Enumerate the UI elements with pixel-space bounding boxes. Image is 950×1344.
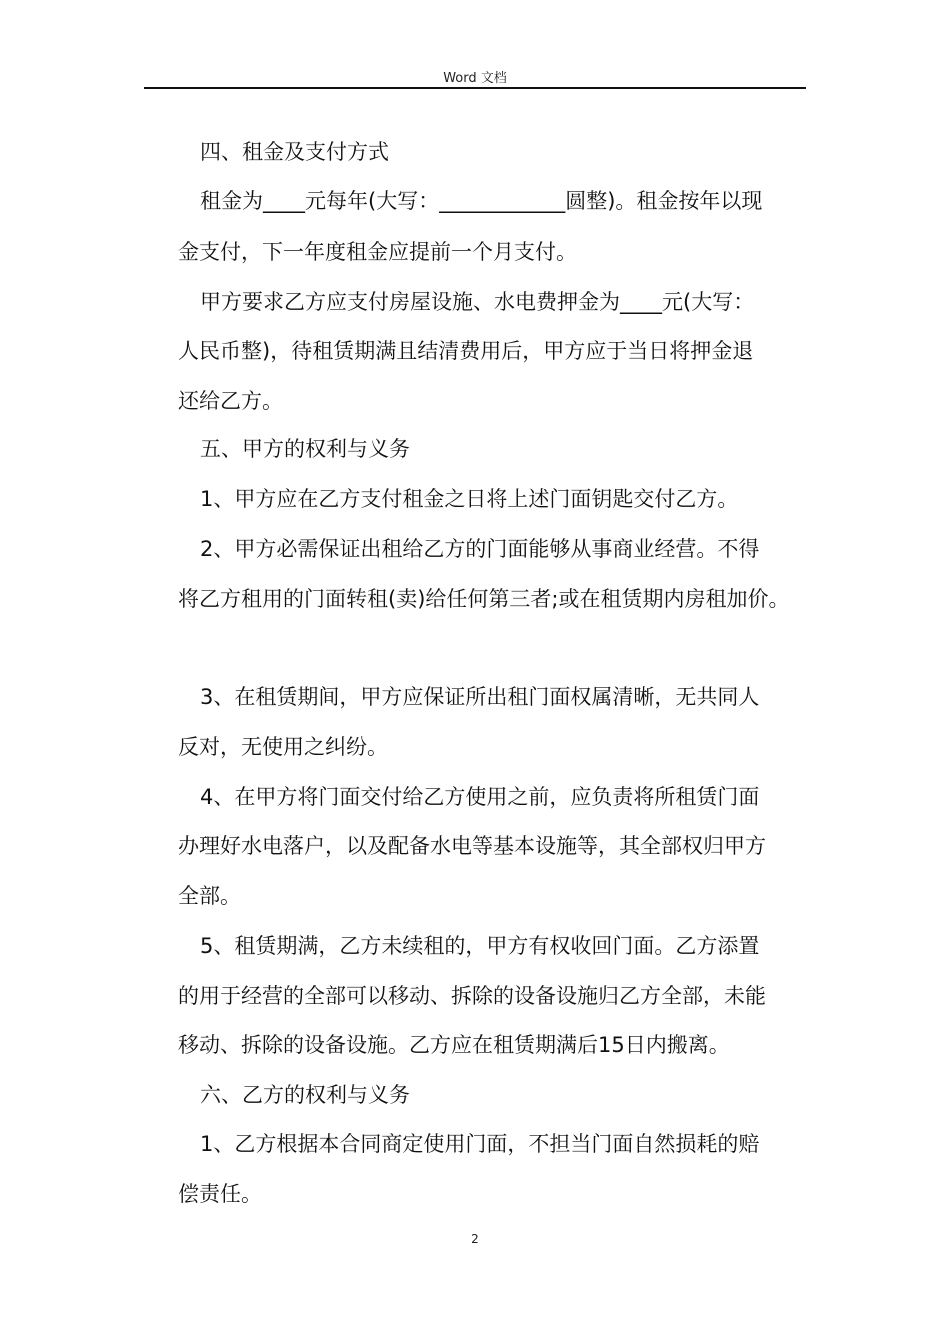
section-heading-rent: 四、租金及支付方式 — [200, 140, 389, 164]
paragraph-line: 3、在租赁期间，甲方应保证所出租门面权属清晰，无共同人 — [200, 685, 760, 709]
paragraph-line: 偿责任。 — [178, 1182, 262, 1206]
paragraph-line: 办理好水电落户，以及配备水电等基本设施等，其全部权归甲方 — [178, 834, 766, 858]
paragraph-line: 移动、拆除的设备设施。乙方应在租赁期满后15日内搬离。 — [178, 1033, 730, 1057]
paragraph-line: 反对，无使用之纠纷。 — [178, 735, 388, 759]
header-divider — [144, 87, 806, 89]
paragraph-line: 1、甲方应在乙方支付租金之日将上述门面钥匙交付乙方。 — [200, 487, 739, 511]
paragraph-line: 全部。 — [178, 884, 241, 908]
paragraph-line: 4、在甲方将门面交付给乙方使用之前，应负责将所租赁门面 — [200, 785, 760, 809]
section-heading-party-b: 六、乙方的权利与义务 — [200, 1083, 410, 1107]
paragraph-line: 5、租赁期满，乙方未续租的，甲方有权收回门面。乙方添置 — [200, 934, 760, 958]
paragraph-line: 将乙方租用的门面转租(卖)给任何第三者;或在租赁期内房租加价。 — [178, 587, 790, 611]
paragraph-line: 2、甲方必需保证出租给乙方的门面能够从事商业经营。不得 — [200, 537, 760, 561]
paragraph-line: 的用于经营的全部可以移动、拆除的设备设施归乙方全部，未能 — [178, 984, 766, 1008]
page-header: Word 文档 — [443, 71, 507, 86]
paragraph-line: 1、乙方根据本合同商定使用门面，不担当门面自然损耗的赔 — [200, 1132, 760, 1156]
paragraph-line: 人民币整)，待租赁期满且结清费用后，甲方应于当日将押金退 — [178, 339, 754, 363]
paragraph-line: 还给乙方。 — [178, 389, 283, 413]
section-heading-party-a: 五、甲方的权利与义务 — [200, 437, 410, 461]
page-number: 2 — [471, 1232, 479, 1246]
paragraph-line: 甲方要求乙方应支付房屋设施、水电费押金为____元(大写： — [200, 290, 755, 314]
paragraph-line: 租金为____元每年(大写：____________圆整)。租金按年以现 — [200, 189, 763, 213]
paragraph-line: 金支付，下一年度租金应提前一个月支付。 — [178, 240, 577, 264]
